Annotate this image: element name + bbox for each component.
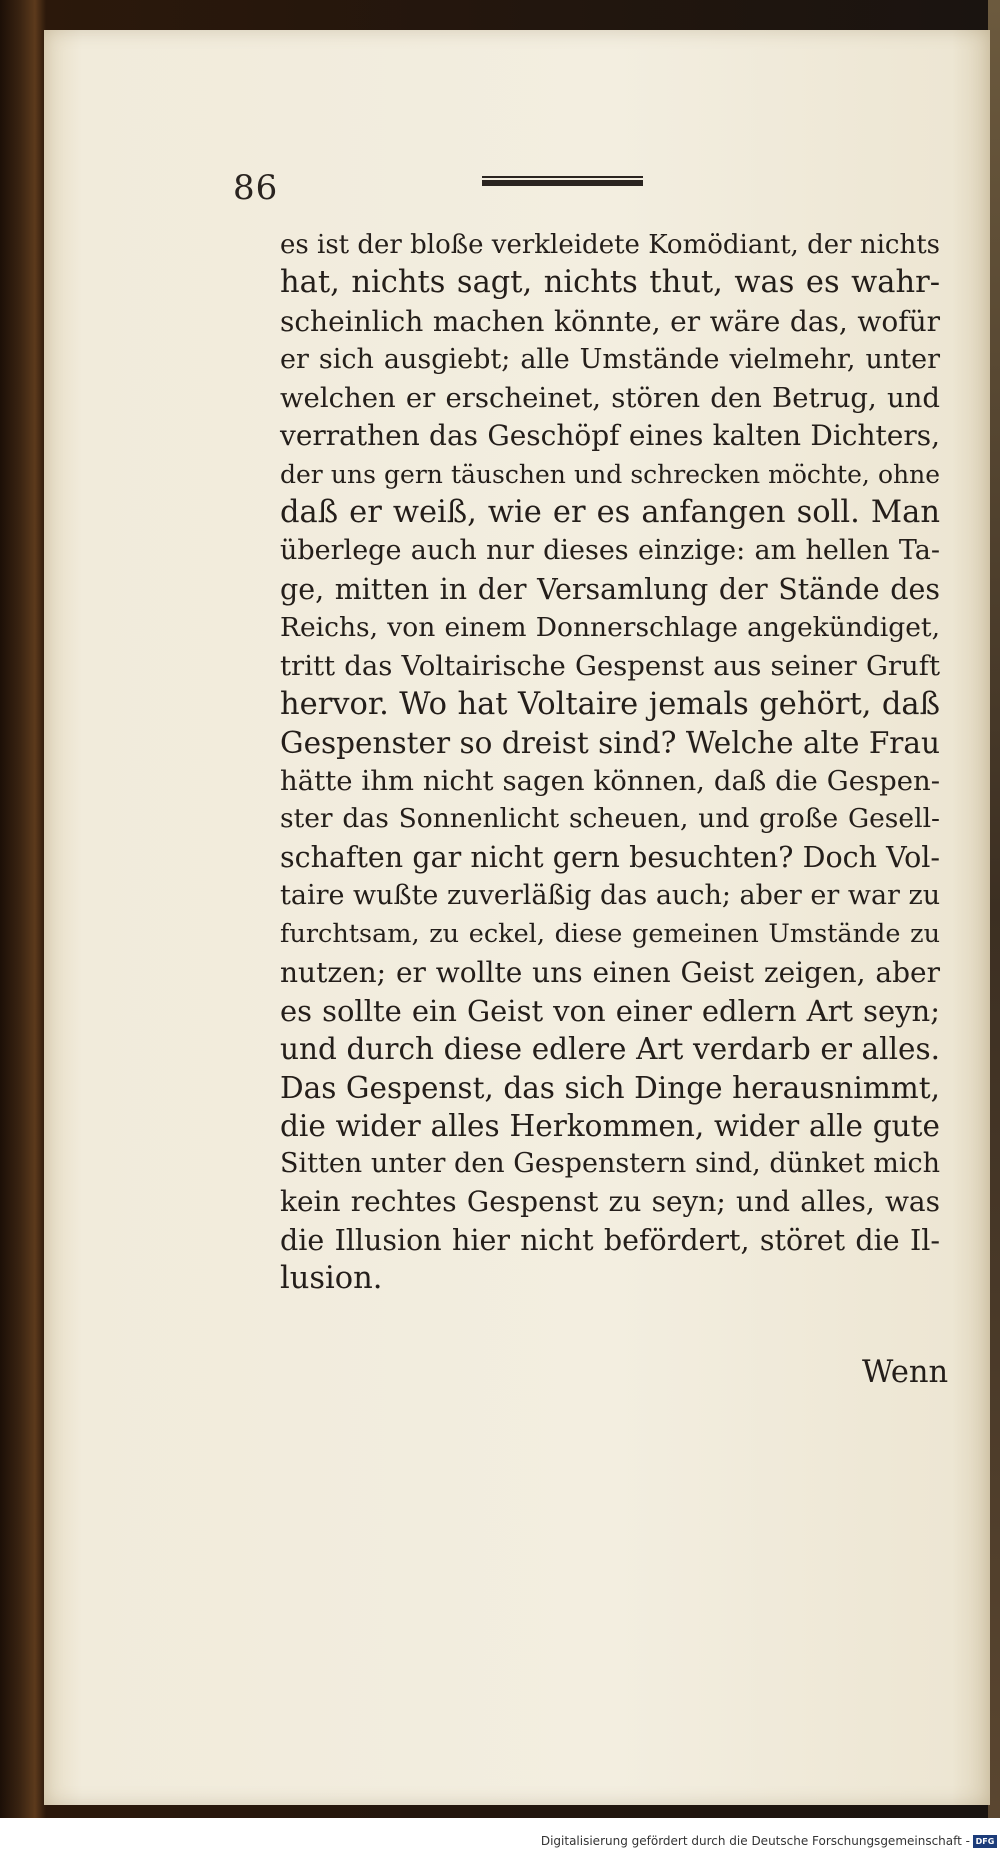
text-line: taire wußte zuverläßig das auch; aber er war zu (280, 880, 941, 912)
funding-credit: Digitalisierung gefördert durch die Deutsche Forschungsgemeinschaft - (540, 1834, 970, 1848)
text-line: es sollte ein Geist von einer edlern Art seyn; (280, 993, 940, 1028)
text-line: tritt das Voltairische Gespenst aus seiner Gruft (280, 650, 940, 683)
text-line: Sitten unter den Gespenstern sind, dünket mich (280, 1148, 940, 1180)
digitization-footer (0, 1832, 1000, 1853)
text-line: der uns gern täuschen und schrecken möchte, ohne (280, 459, 940, 489)
page-number: 86 (233, 168, 279, 208)
catchword: Wenn (862, 1355, 949, 1390)
text-line: scheinlich machen könnte, er wäre das, wofür (280, 304, 940, 338)
text-line: hat, nichts sagt, nichts thut, was es wahr- (280, 265, 940, 301)
text-line: die Illusion hier nicht befördert, störet die Il- (280, 1223, 940, 1257)
rule-thin-line (482, 176, 643, 178)
text-line: hätte ihm nicht sagen können, daß die Gespen- (280, 765, 940, 798)
text-line: daß er weiß, wie er es anfangen soll. Man (280, 495, 940, 531)
text-line: Gespenster so dreist sind? Welche alte Frau (280, 725, 940, 760)
text-line: hervor. Wo hat Voltaire jemals gehört, daß (280, 686, 940, 722)
text-line: Das Gespenst, das sich Dinge herausnimmt, (280, 1070, 940, 1105)
text-line: kein rechtes Gespenst zu seyn; und alles, was (280, 1185, 940, 1219)
header-ornament-rule (482, 176, 643, 190)
text-line: überlege auch nur dieses einzige: am hellen Ta- (280, 535, 940, 567)
body-text (280, 226, 940, 1298)
text-line: schaften gar nicht gern besuchten? Doch Vol- (280, 840, 940, 874)
text-line: es ist der bloße verkleidete Komödiant, der nichts (280, 230, 940, 260)
text-line: welchen er erscheinet, stören den Betrug, und (280, 382, 940, 415)
text-line: lusion. (280, 1261, 383, 1297)
text-line: Reichs, von einem Donnerschlage angekündiget, (280, 611, 940, 643)
text-line: die wider alles Herkommen, wider alle gute (280, 1108, 940, 1143)
dfg-logo: DFG (973, 1835, 997, 1848)
text-line: nutzen; er wollte uns einen Geist zeigen, aber (280, 955, 940, 989)
text-line: und durch diese edlere Art verdarb er alles. (280, 1032, 940, 1067)
text-line: verrathen das Geschöpf eines kalten Dichters, (280, 419, 940, 453)
rule-thick-line (482, 180, 643, 186)
text-line: ster das Sonnenlicht scheuen, und große Gesell- (280, 803, 940, 835)
text-line: furchtsam, zu eckel, diese gemeinen Umstände zu (280, 919, 940, 950)
text-line: ge, mitten in der Versamlung der Stände des (280, 572, 940, 606)
text-line: er sich ausgiebt; alle Umstände vielmehr, unter (280, 343, 940, 375)
